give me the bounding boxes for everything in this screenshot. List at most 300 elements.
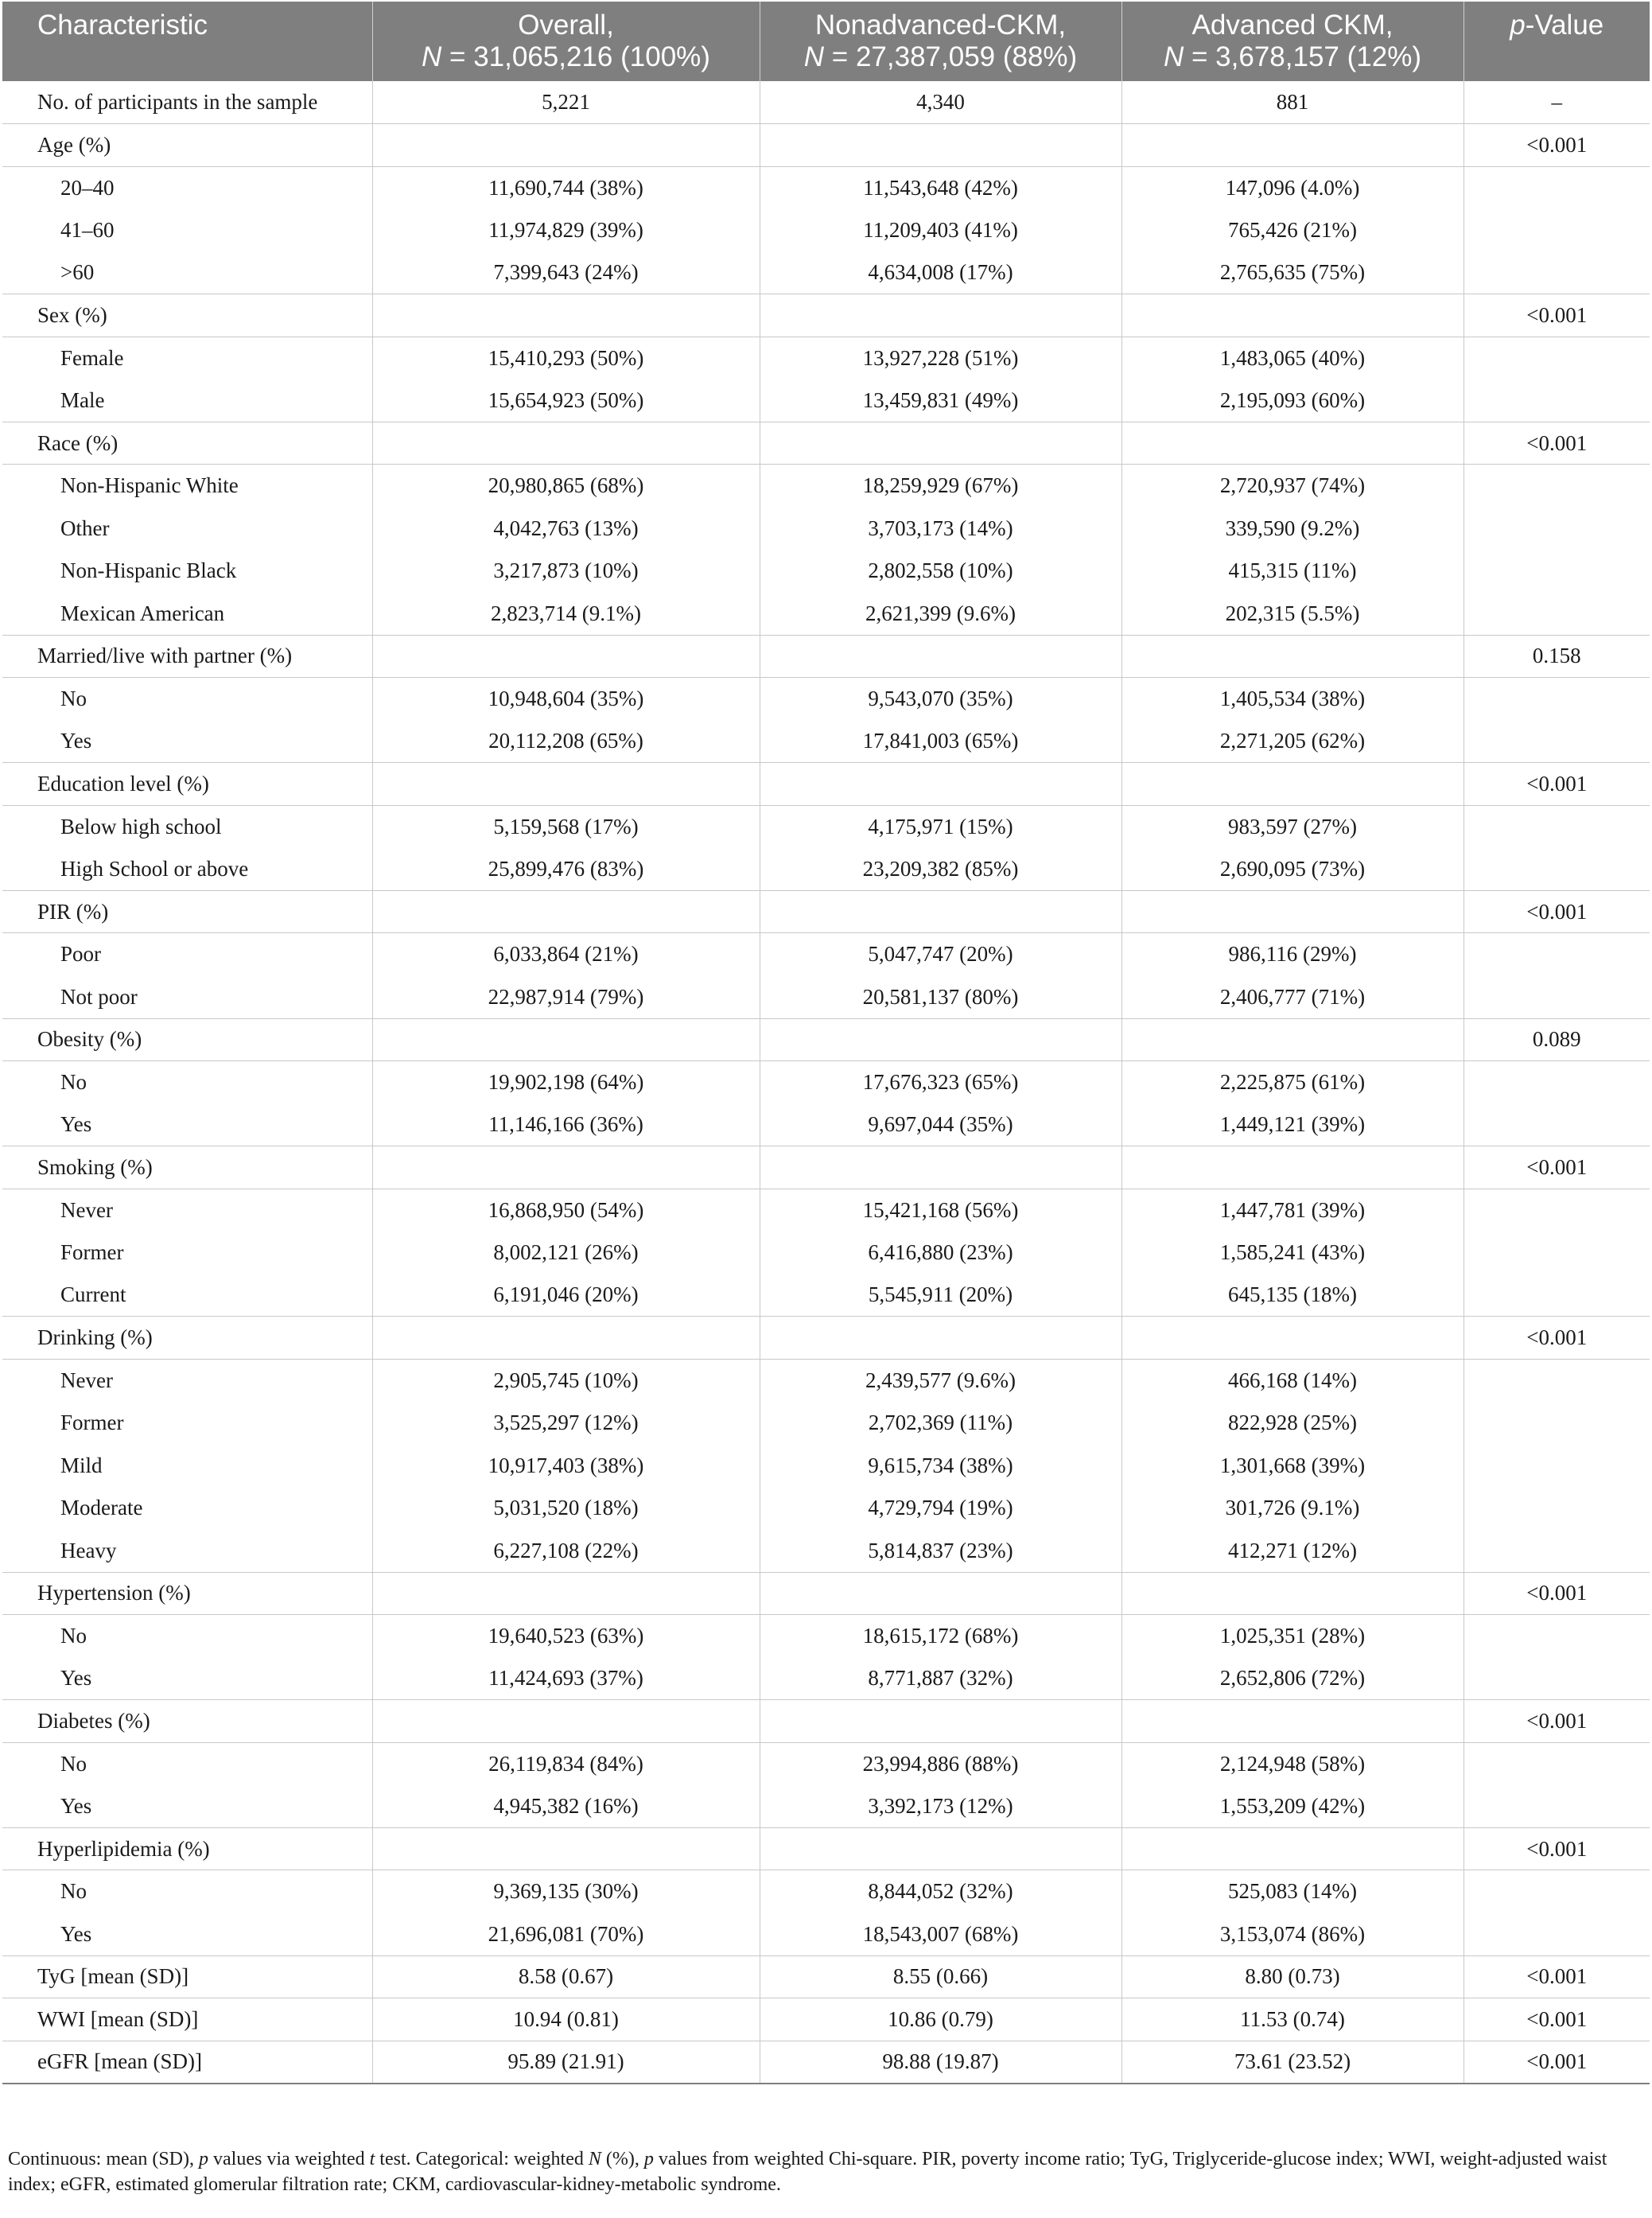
cell-advanced: 1,405,534 (38%) xyxy=(1121,678,1463,721)
cell-overall: 19,640,523 (63%) xyxy=(372,1615,760,1658)
row-label: >60 xyxy=(2,251,372,294)
cell-nonadvanced: 2,802,558 (10%) xyxy=(760,550,1121,593)
cell-nonadvanced xyxy=(760,1700,1121,1743)
cell-nonadvanced: 2,702,369 (11%) xyxy=(760,1402,1121,1445)
row-label: Education level (%) xyxy=(2,763,372,806)
cell-nonadvanced: 6,416,880 (23%) xyxy=(760,1232,1121,1274)
table-row xyxy=(2,1913,1650,1956)
row-label: No. of participants in the sample xyxy=(2,81,372,124)
table-row xyxy=(2,678,1650,721)
cell-overall: 26,119,834 (84%) xyxy=(372,1742,760,1785)
row-label: Yes xyxy=(2,1657,372,1700)
cell-advanced: 986,116 (29%) xyxy=(1121,933,1463,976)
cell-advanced xyxy=(1121,890,1463,933)
table-row xyxy=(2,848,1650,891)
header-overall-title: Overall, xyxy=(518,10,614,41)
cell-overall xyxy=(372,1317,760,1360)
cell-overall: 10,917,403 (38%) xyxy=(372,1445,760,1488)
cell-p-value xyxy=(1463,1785,1650,1828)
cell-p-value: <0.001 xyxy=(1463,763,1650,806)
row-label: TyG [mean (SD)] xyxy=(2,1955,372,1998)
header-characteristic xyxy=(2,2,372,81)
cell-nonadvanced: 8.55 (0.66) xyxy=(760,1955,1121,1998)
row-label: Not poor xyxy=(2,975,372,1018)
cell-p-value: <0.001 xyxy=(1463,1317,1650,1360)
cell-p-value xyxy=(1463,933,1650,976)
footnote-text: (%), xyxy=(601,2149,644,2169)
cell-advanced: 147,096 (4.0%) xyxy=(1121,166,1463,209)
cell-overall: 11,974,829 (39%) xyxy=(372,209,760,252)
header-p-label: -Value xyxy=(1525,10,1604,41)
cell-p-value xyxy=(1463,1615,1650,1658)
cell-p-value xyxy=(1463,1232,1650,1274)
table-row xyxy=(2,166,1650,209)
cell-p-value xyxy=(1463,720,1650,763)
cell-advanced: 983,597 (27%) xyxy=(1121,805,1463,848)
cell-nonadvanced: 5,047,747 (20%) xyxy=(760,933,1121,976)
header-p-symbol: p xyxy=(1510,10,1526,41)
table-row xyxy=(2,1146,1650,1189)
header-overall-n-symbol: N xyxy=(422,41,442,72)
characteristics-table xyxy=(2,2,1650,2084)
cell-overall xyxy=(372,1700,760,1743)
header-overall xyxy=(372,2,760,81)
cell-nonadvanced: 98.88 (19.87) xyxy=(760,2041,1121,2084)
table-row xyxy=(2,1530,1650,1573)
cell-overall: 25,899,476 (83%) xyxy=(372,848,760,891)
header-nonadvanced-n xyxy=(772,41,1110,73)
cell-advanced: 2,225,875 (61%) xyxy=(1121,1061,1463,1104)
cell-overall: 6,033,864 (21%) xyxy=(372,933,760,976)
table-row xyxy=(2,1103,1650,1146)
cell-p-value: <0.001 xyxy=(1463,124,1650,167)
table-row xyxy=(2,1870,1650,1913)
cell-nonadvanced: 20,581,137 (80%) xyxy=(760,975,1121,1018)
row-label: Heavy xyxy=(2,1530,372,1573)
cell-overall: 5,221 xyxy=(372,81,760,124)
cell-p-value: <0.001 xyxy=(1463,294,1650,337)
cell-advanced: 1,025,351 (28%) xyxy=(1121,1615,1463,1658)
table-row xyxy=(2,933,1650,976)
cell-p-value xyxy=(1463,593,1650,636)
row-label: Non-Hispanic White xyxy=(2,465,372,508)
row-label: Age (%) xyxy=(2,124,372,167)
cell-p-value: <0.001 xyxy=(1463,1827,1650,1870)
header-overall-n-value: = 31,065,216 (100%) xyxy=(441,41,710,72)
table-row xyxy=(2,635,1650,678)
cell-advanced: 3,153,074 (86%) xyxy=(1121,1913,1463,1956)
table-row xyxy=(2,1827,1650,1870)
table-row xyxy=(2,294,1650,337)
table-row xyxy=(2,1232,1650,1274)
cell-overall: 10.94 (0.81) xyxy=(372,1998,760,2041)
cell-advanced xyxy=(1121,1018,1463,1061)
cell-overall: 20,112,208 (65%) xyxy=(372,720,760,763)
cell-advanced: 8.80 (0.73) xyxy=(1121,1955,1463,1998)
cell-advanced: 881 xyxy=(1121,81,1463,124)
row-label: Yes xyxy=(2,1785,372,1828)
cell-advanced xyxy=(1121,635,1463,678)
cell-advanced: 2,690,095 (73%) xyxy=(1121,848,1463,891)
cell-nonadvanced xyxy=(760,1317,1121,1360)
table-row xyxy=(2,1445,1650,1488)
header-advanced-n xyxy=(1133,41,1452,73)
cell-overall: 6,227,108 (22%) xyxy=(372,1530,760,1573)
cell-nonadvanced: 23,994,886 (88%) xyxy=(760,1742,1121,1785)
cell-p-value xyxy=(1463,1061,1650,1104)
cell-p-value xyxy=(1463,379,1650,422)
cell-nonadvanced: 18,259,929 (67%) xyxy=(760,465,1121,508)
cell-nonadvanced: 18,615,172 (68%) xyxy=(760,1615,1121,1658)
cell-nonadvanced: 23,209,382 (85%) xyxy=(760,848,1121,891)
cell-nonadvanced: 4,340 xyxy=(760,81,1121,124)
header-characteristic-label: Characteristic xyxy=(37,10,208,41)
row-label: Diabetes (%) xyxy=(2,1700,372,1743)
cell-nonadvanced: 13,459,831 (49%) xyxy=(760,379,1121,422)
cell-p-value xyxy=(1463,1103,1650,1146)
cell-advanced xyxy=(1121,1317,1463,1360)
table-row xyxy=(2,379,1650,422)
footnote-italic-t: t xyxy=(369,2149,375,2169)
cell-p-value xyxy=(1463,1487,1650,1530)
cell-p-value xyxy=(1463,166,1650,209)
cell-advanced xyxy=(1121,294,1463,337)
cell-advanced: 2,124,948 (58%) xyxy=(1121,1742,1463,1785)
cell-p-value xyxy=(1463,1189,1650,1232)
cell-overall: 10,948,604 (35%) xyxy=(372,678,760,721)
row-label: No xyxy=(2,1870,372,1913)
row-label: No xyxy=(2,1061,372,1104)
row-label: WWI [mean (SD)] xyxy=(2,1998,372,2041)
cell-advanced xyxy=(1121,1572,1463,1615)
cell-advanced: 412,271 (12%) xyxy=(1121,1530,1463,1573)
cell-p-value xyxy=(1463,209,1650,252)
cell-p-value xyxy=(1463,550,1650,593)
cell-overall: 95.89 (21.91) xyxy=(372,2041,760,2084)
cell-advanced: 73.61 (23.52) xyxy=(1121,2041,1463,2084)
table-row xyxy=(2,1700,1650,1743)
cell-p-value xyxy=(1463,507,1650,550)
cell-nonadvanced: 3,392,173 (12%) xyxy=(760,1785,1121,1828)
cell-nonadvanced: 9,615,734 (38%) xyxy=(760,1445,1121,1488)
cell-overall: 5,159,568 (17%) xyxy=(372,805,760,848)
cell-nonadvanced xyxy=(760,1572,1121,1615)
table-row xyxy=(2,81,1650,124)
row-label: Poor xyxy=(2,933,372,976)
cell-p-value: <0.001 xyxy=(1463,1700,1650,1743)
cell-p-value: – xyxy=(1463,81,1650,124)
cell-nonadvanced: 4,634,008 (17%) xyxy=(760,251,1121,294)
cell-advanced: 202,315 (5.5%) xyxy=(1121,593,1463,636)
table-row xyxy=(2,1657,1650,1700)
cell-overall: 6,191,046 (20%) xyxy=(372,1274,760,1317)
cell-advanced: 1,483,065 (40%) xyxy=(1121,337,1463,379)
cell-p-value xyxy=(1463,1742,1650,1785)
cell-overall: 4,945,382 (16%) xyxy=(372,1785,760,1828)
cell-nonadvanced xyxy=(760,890,1121,933)
table-container xyxy=(2,2,1650,2084)
row-label: Smoking (%) xyxy=(2,1146,372,1189)
table-row xyxy=(2,1615,1650,1658)
row-label: Former xyxy=(2,1232,372,1274)
cell-p-value xyxy=(1463,678,1650,721)
row-label: Non-Hispanic Black xyxy=(2,550,372,593)
cell-nonadvanced xyxy=(760,422,1121,465)
cell-advanced: 645,135 (18%) xyxy=(1121,1274,1463,1317)
cell-p-value xyxy=(1463,1402,1650,1445)
row-label: 20–40 xyxy=(2,166,372,209)
cell-overall xyxy=(372,1018,760,1061)
row-label: Other xyxy=(2,507,372,550)
footnote-italic-p: p xyxy=(199,2149,208,2169)
cell-p-value: 0.158 xyxy=(1463,635,1650,678)
cell-nonadvanced: 8,844,052 (32%) xyxy=(760,1870,1121,1913)
cell-overall: 15,410,293 (50%) xyxy=(372,337,760,379)
header-nonadvanced-title: Nonadvanced-CKM, xyxy=(814,10,1067,41)
cell-overall: 7,399,643 (24%) xyxy=(372,251,760,294)
footnote-text: values via weighted xyxy=(208,2149,370,2169)
table-row xyxy=(2,251,1650,294)
cell-overall: 19,902,198 (64%) xyxy=(372,1061,760,1104)
cell-overall xyxy=(372,294,760,337)
row-label: PIR (%) xyxy=(2,890,372,933)
table-row xyxy=(2,1402,1650,1445)
row-label: Hyperlipidemia (%) xyxy=(2,1827,372,1870)
header-overall-n xyxy=(384,41,748,73)
table-row xyxy=(2,805,1650,848)
table-row xyxy=(2,763,1650,806)
table-body xyxy=(2,81,1650,2084)
cell-overall: 5,031,520 (18%) xyxy=(372,1487,760,1530)
cell-advanced xyxy=(1121,1146,1463,1189)
cell-advanced: 1,449,121 (39%) xyxy=(1121,1103,1463,1146)
cell-nonadvanced: 11,209,403 (41%) xyxy=(760,209,1121,252)
table-row xyxy=(2,1359,1650,1402)
cell-p-value: <0.001 xyxy=(1463,890,1650,933)
cell-nonadvanced xyxy=(760,1827,1121,1870)
cell-advanced xyxy=(1121,1827,1463,1870)
cell-overall xyxy=(372,124,760,167)
footnote-text: Continuous: mean (SD), xyxy=(8,2149,199,2169)
cell-nonadvanced: 5,814,837 (23%) xyxy=(760,1530,1121,1573)
table-row xyxy=(2,1998,1650,2041)
table-row xyxy=(2,1274,1650,1317)
cell-overall: 3,525,297 (12%) xyxy=(372,1402,760,1445)
cell-overall: 21,696,081 (70%) xyxy=(372,1913,760,1956)
table-row xyxy=(2,890,1650,933)
cell-advanced: 2,720,937 (74%) xyxy=(1121,465,1463,508)
cell-advanced: 415,315 (11%) xyxy=(1121,550,1463,593)
cell-overall xyxy=(372,1827,760,1870)
table-row xyxy=(2,1742,1650,1785)
table-row xyxy=(2,465,1650,508)
row-label: Current xyxy=(2,1274,372,1317)
cell-advanced xyxy=(1121,124,1463,167)
cell-advanced: 339,590 (9.2%) xyxy=(1121,507,1463,550)
cell-advanced: 1,447,781 (39%) xyxy=(1121,1189,1463,1232)
cell-overall xyxy=(372,1572,760,1615)
cell-nonadvanced: 8,771,887 (32%) xyxy=(760,1657,1121,1700)
cell-overall xyxy=(372,422,760,465)
row-label: Yes xyxy=(2,720,372,763)
cell-overall: 2,905,745 (10%) xyxy=(372,1359,760,1402)
cell-p-value: <0.001 xyxy=(1463,1146,1650,1189)
table-row xyxy=(2,593,1650,636)
cell-overall: 11,690,744 (38%) xyxy=(372,166,760,209)
cell-overall: 8,002,121 (26%) xyxy=(372,1232,760,1274)
cell-overall: 9,369,135 (30%) xyxy=(372,1870,760,1913)
cell-overall: 16,868,950 (54%) xyxy=(372,1189,760,1232)
cell-overall: 3,217,873 (10%) xyxy=(372,550,760,593)
cell-p-value xyxy=(1463,1359,1650,1402)
cell-nonadvanced: 4,175,971 (15%) xyxy=(760,805,1121,848)
row-label: Drinking (%) xyxy=(2,1317,372,1360)
cell-nonadvanced xyxy=(760,294,1121,337)
table-header xyxy=(2,2,1650,81)
table-row xyxy=(2,1317,1650,1360)
cell-advanced: 525,083 (14%) xyxy=(1121,1870,1463,1913)
table-row xyxy=(2,1572,1650,1615)
cell-advanced: 2,765,635 (75%) xyxy=(1121,251,1463,294)
header-nonadvanced-n-symbol: N xyxy=(803,41,825,72)
cell-advanced: 301,726 (9.1%) xyxy=(1121,1487,1463,1530)
cell-advanced: 2,195,093 (60%) xyxy=(1121,379,1463,422)
cell-p-value: 0.089 xyxy=(1463,1018,1650,1061)
cell-p-value xyxy=(1463,1913,1650,1956)
cell-p-value xyxy=(1463,337,1650,379)
cell-advanced xyxy=(1121,1700,1463,1743)
table-row xyxy=(2,1061,1650,1104)
row-label: Married/live with partner (%) xyxy=(2,635,372,678)
cell-overall xyxy=(372,1146,760,1189)
table-row xyxy=(2,422,1650,465)
cell-nonadvanced xyxy=(760,1018,1121,1061)
row-label: High School or above xyxy=(2,848,372,891)
table-row xyxy=(2,507,1650,550)
cell-p-value: <0.001 xyxy=(1463,1955,1650,1998)
table-row xyxy=(2,124,1650,167)
cell-p-value xyxy=(1463,251,1650,294)
row-label: Hypertension (%) xyxy=(2,1572,372,1615)
header-advanced xyxy=(1121,2,1463,81)
table-footnote xyxy=(8,2146,1646,2197)
cell-p-value xyxy=(1463,1274,1650,1317)
cell-overall xyxy=(372,763,760,806)
cell-p-value: <0.001 xyxy=(1463,2041,1650,2084)
row-label: Below high school xyxy=(2,805,372,848)
cell-overall xyxy=(372,890,760,933)
footnote-italic-n: N xyxy=(588,2149,601,2169)
cell-nonadvanced: 18,543,007 (68%) xyxy=(760,1913,1121,1956)
cell-nonadvanced: 15,421,168 (56%) xyxy=(760,1189,1121,1232)
table-row xyxy=(2,550,1650,593)
cell-advanced: 822,928 (25%) xyxy=(1121,1402,1463,1445)
row-label: Mexican American xyxy=(2,593,372,636)
cell-overall: 2,823,714 (9.1%) xyxy=(372,593,760,636)
header-nonadvanced xyxy=(760,2,1121,81)
cell-p-value xyxy=(1463,1445,1650,1488)
row-label: eGFR [mean (SD)] xyxy=(2,2041,372,2084)
cell-nonadvanced: 3,703,173 (14%) xyxy=(760,507,1121,550)
row-label: Male xyxy=(2,379,372,422)
footnote-italic-p: p xyxy=(643,2149,654,2169)
cell-p-value xyxy=(1463,465,1650,508)
row-label: Yes xyxy=(2,1103,372,1146)
row-label: Race (%) xyxy=(2,422,372,465)
cell-nonadvanced: 10.86 (0.79) xyxy=(760,1998,1121,2041)
cell-advanced: 2,406,777 (71%) xyxy=(1121,975,1463,1018)
row-label: Never xyxy=(2,1359,372,1402)
table-row xyxy=(2,2041,1650,2084)
cell-advanced xyxy=(1121,763,1463,806)
header-nonadvanced-n-value: = 27,387,059 (88%) xyxy=(824,41,1078,72)
cell-overall: 22,987,914 (79%) xyxy=(372,975,760,1018)
cell-nonadvanced xyxy=(760,763,1121,806)
cell-advanced: 11.53 (0.74) xyxy=(1121,1998,1463,2041)
row-label: 41–60 xyxy=(2,209,372,252)
row-label: Mild xyxy=(2,1445,372,1488)
cell-advanced: 1,585,241 (43%) xyxy=(1121,1232,1463,1274)
header-advanced-n-symbol: N xyxy=(1164,41,1184,72)
cell-advanced: 1,301,668 (39%) xyxy=(1121,1445,1463,1488)
cell-p-value xyxy=(1463,1657,1650,1700)
cell-nonadvanced xyxy=(760,1146,1121,1189)
cell-p-value xyxy=(1463,848,1650,891)
cell-nonadvanced: 5,545,911 (20%) xyxy=(760,1274,1121,1317)
cell-p-value xyxy=(1463,805,1650,848)
cell-nonadvanced: 11,543,648 (42%) xyxy=(760,166,1121,209)
cell-advanced: 466,168 (14%) xyxy=(1121,1359,1463,1402)
cell-p-value xyxy=(1463,1870,1650,1913)
cell-nonadvanced xyxy=(760,124,1121,167)
row-label: No xyxy=(2,1742,372,1785)
cell-advanced: 1,553,209 (42%) xyxy=(1121,1785,1463,1828)
cell-overall: 11,146,166 (36%) xyxy=(372,1103,760,1146)
row-label: Moderate xyxy=(2,1487,372,1530)
table-row xyxy=(2,1955,1650,1998)
table-row xyxy=(2,1785,1650,1828)
row-label: Female xyxy=(2,337,372,379)
cell-advanced xyxy=(1121,422,1463,465)
row-label: Former xyxy=(2,1402,372,1445)
table-row xyxy=(2,720,1650,763)
table-row xyxy=(2,209,1650,252)
cell-nonadvanced: 13,927,228 (51%) xyxy=(760,337,1121,379)
table-row xyxy=(2,1487,1650,1530)
header-p-value xyxy=(1463,2,1650,81)
cell-overall: 15,654,923 (50%) xyxy=(372,379,760,422)
row-label: No xyxy=(2,678,372,721)
cell-p-value: <0.001 xyxy=(1463,1998,1650,2041)
table-row xyxy=(2,1189,1650,1232)
row-label: Sex (%) xyxy=(2,294,372,337)
cell-nonadvanced: 9,543,070 (35%) xyxy=(760,678,1121,721)
cell-overall: 20,980,865 (68%) xyxy=(372,465,760,508)
row-label: No xyxy=(2,1615,372,1658)
cell-advanced: 2,271,205 (62%) xyxy=(1121,720,1463,763)
cell-advanced: 2,652,806 (72%) xyxy=(1121,1657,1463,1700)
footnote-text: values from weighted Chi-square. PIR, poverty income ratio; TyG, Triglyceride-glucose index; WWI, weight-adjusted waist index; eGFR, estimated glomerular filtration rate; CKM, cardiovascular-kidney-metabolic syndrome. xyxy=(8,2149,1607,2195)
header-advanced-title: Advanced CKM, xyxy=(1191,10,1394,41)
cell-overall: 4,042,763 (13%) xyxy=(372,507,760,550)
cell-p-value: <0.001 xyxy=(1463,1572,1650,1615)
row-label: Yes xyxy=(2,1913,372,1956)
cell-nonadvanced: 9,697,044 (35%) xyxy=(760,1103,1121,1146)
header-advanced-n-value: = 3,678,157 (12%) xyxy=(1184,41,1421,72)
cell-nonadvanced: 17,841,003 (65%) xyxy=(760,720,1121,763)
cell-nonadvanced: 4,729,794 (19%) xyxy=(760,1487,1121,1530)
cell-nonadvanced xyxy=(760,635,1121,678)
